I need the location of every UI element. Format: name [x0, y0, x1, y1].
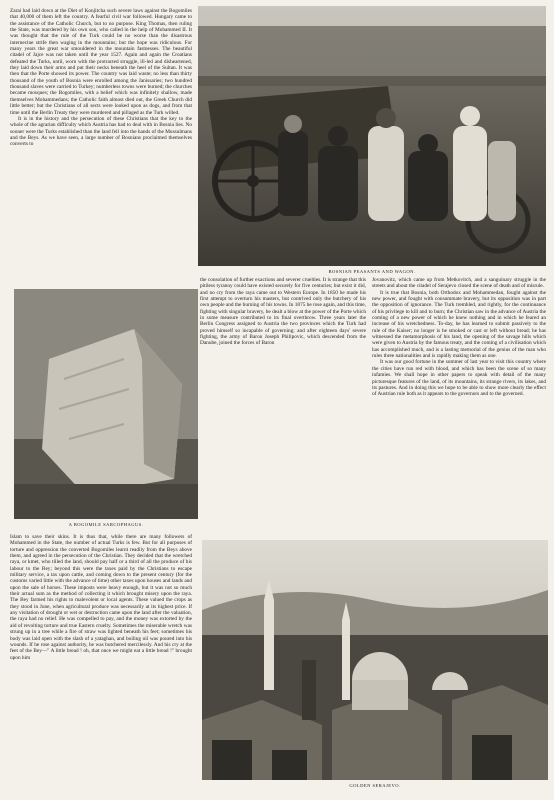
- paragraph: Zarai had laid down at the Diet of Konjitcha such severe laws against the Bogomiles that 40,000 of them left the country. A fearful civil war followed. Hungary came to the assistance of the Catholic Church, but to no purpose. King Thomas, then ruling the State, was murdered by his own son, who called in the help of Mohammed II. It was thought that the rule of the Turk could be no worse than the disastrous internecine strife then waging in the mountains; but the hope was ridiculous. For many years the great war smouldered in the mountain fastnesses. The beautiful citadel of Jajce was not taken until the year 1527. Again and again the Croatians defeated the Turks, until, worn with the protracted struggle, ill-led and disheartened, they laid down their arms and put their necks beneath the heel of the Sultan. It was then that the Porte showed its power. The country was laid waste; no less than thirty thousand of the youth of Bosnia were enrolled among the Janissaries; two hundred thousand slaves were carried to Turkey; numberless towns were burned; the churches became mosques; the Bogomiles, with a belief which was infinitely shallow, made themselves Mohammedans; the Catholic faith almost died out, the Greek Church did little better; but the Christians of all sects were looked upon as dogs, and from that time until the Berlin Treaty they were murdered and pillaged as the Turk willed.: [10, 8, 192, 116]
- paragraph: It was our good fortune in the summer of last year to visit this country where the cities have run red with blood, and which has been the scene of so many infamies. We shall hope in other papers to speak with detail of the many picturesque features of the land, of its mountains, its strange rivers, its lakes, and its pastures. And in doing this we hope to be able to show more clearly the effect of Austrian rule both as it appears to the governors and to the governed.: [372, 359, 546, 398]
- article-column-1-bottom: [10, 534, 192, 796]
- paragraph: It is true that Bosnia, both Orthodox and Mohammedan, fought against the new power, and fought with consummate bravery, but its opposition was in part the opposition of ignorance. The Turk trembled, and rightly, for the continuance of his privilege to kill and to burn; the Christian saw in the advance of Austria the coming of a new power of which he knew nothing and in which he feared an increase of his wretchedness. To-day, he has learned to submit passively to the rule of the Kaiser; no longer is he smoked or cast or left without bread; he has witnessed the metamorphosis of his land, the opening of the savage hills which were given to Austria by the famous treaty, and the coming of a civilisation which has accomplished much, and is a lasting memorial of the genius of the man who rules three nationalities and is rapidly making them as one.: [372, 289, 546, 360]
- paragraph: Jovanovitz, which came up from Metkovitch, and a sanguinary struggle in the streets and about the citadel of Serajevo closed the scene of death and of misrule.: [372, 277, 546, 290]
- photo-bogomile-sarcophagus: [14, 289, 198, 519]
- paragraph: the consolation of further exactions and severer cruelties. It is strange that this pitiless tyranny could have existed securely for five centuries; but exist it did, and no cry from the raya came out to Western Europe. In 1850 he made his first attempt to overturn his masters, but contrived only the butchery of his own people and the burning of his towns. In 1875 he rose again, and this time, fighting with singular bravery, he dealt a blow at the power of the Porte which in some measure contributed to its final overthrow. Three years later the Berlin Congress assigned to Austria the two provinces which the Turk had proved himself so incapable of governing; and after eighteen days' severe fighting, the army of Baron Joseph Philipovic, which descended from the Danube, joined the forces of Baron: [200, 277, 366, 347]
- article-column-1-top: [10, 8, 192, 286]
- paragraph: Islam to save their skins. It is thus that, while there are many followers of Mohammed in the State, the number of actual Turks is few. But for all purposes of torture and oppression the converted Bogomiles learnt readily from the Beys above them, and agreed in the persecution of the Christian. They decided that the wretched raya, or kmet, who tilled the land, should pay half or a third of all the produce of his labour to the Bey; beyond this were the taxes paid by the Christians to escape military service, a tax upon cattle, and coming down to the present century (for the customs varied little with the advance of time) other taxes upon houses and lands and upon the sale of horses. These imposts were heavy enough, but it was not so much their actual sum as the method of collecting it which brought misery upon the raya. The Bey farmed his rights to malevolent or local agents. These valued the crops as they stood in June, when agricultural produce was necessarily at its highest price. If any visitation of drought or wet or destruction came upon the land after the valuation, the raya had no relief. He was compelled to pay, and the money was extorted by the aid of revolting torture and true Eastern cruelty. Sometimes the miserable wretch was strung up in a tree while a fire of straw was lighted beneath his feet; sometimes his body was laid open with the slash of a yataghan, and boiling oil was poured into his wounds. If he rose against authority, he was butchered mercilessly. And his cry at the feet of the Bey—" A little bread ! oh, that once we might eat a little bread !" brought upon him: [10, 534, 192, 661]
- photo-golden-serajevo: [202, 540, 548, 780]
- paragraph: It is in the history and the persecution of these Christians that the key to the whole of the agrarian difficulty which Austria has had to deal with in Bosnia lies. No sooner were the Turks established than the land fell into the hands of the Mussulmans and the Beys. As we have seen, a large number of Bosnians proclaimed themselves converts to: [10, 115, 192, 148]
- article-column-3: [372, 277, 546, 532]
- caption-peasants: BOSNIAN PEASANTS AND WAGON.: [328, 269, 416, 274]
- article-column-2: [200, 277, 366, 525]
- caption-sarcophagus: A BOGOMILE SARCOPHAGUS.: [68, 522, 144, 527]
- caption-serajevo: GOLDEN SERAJEVO.: [349, 783, 401, 788]
- photo-bosnian-peasants: [198, 6, 546, 266]
